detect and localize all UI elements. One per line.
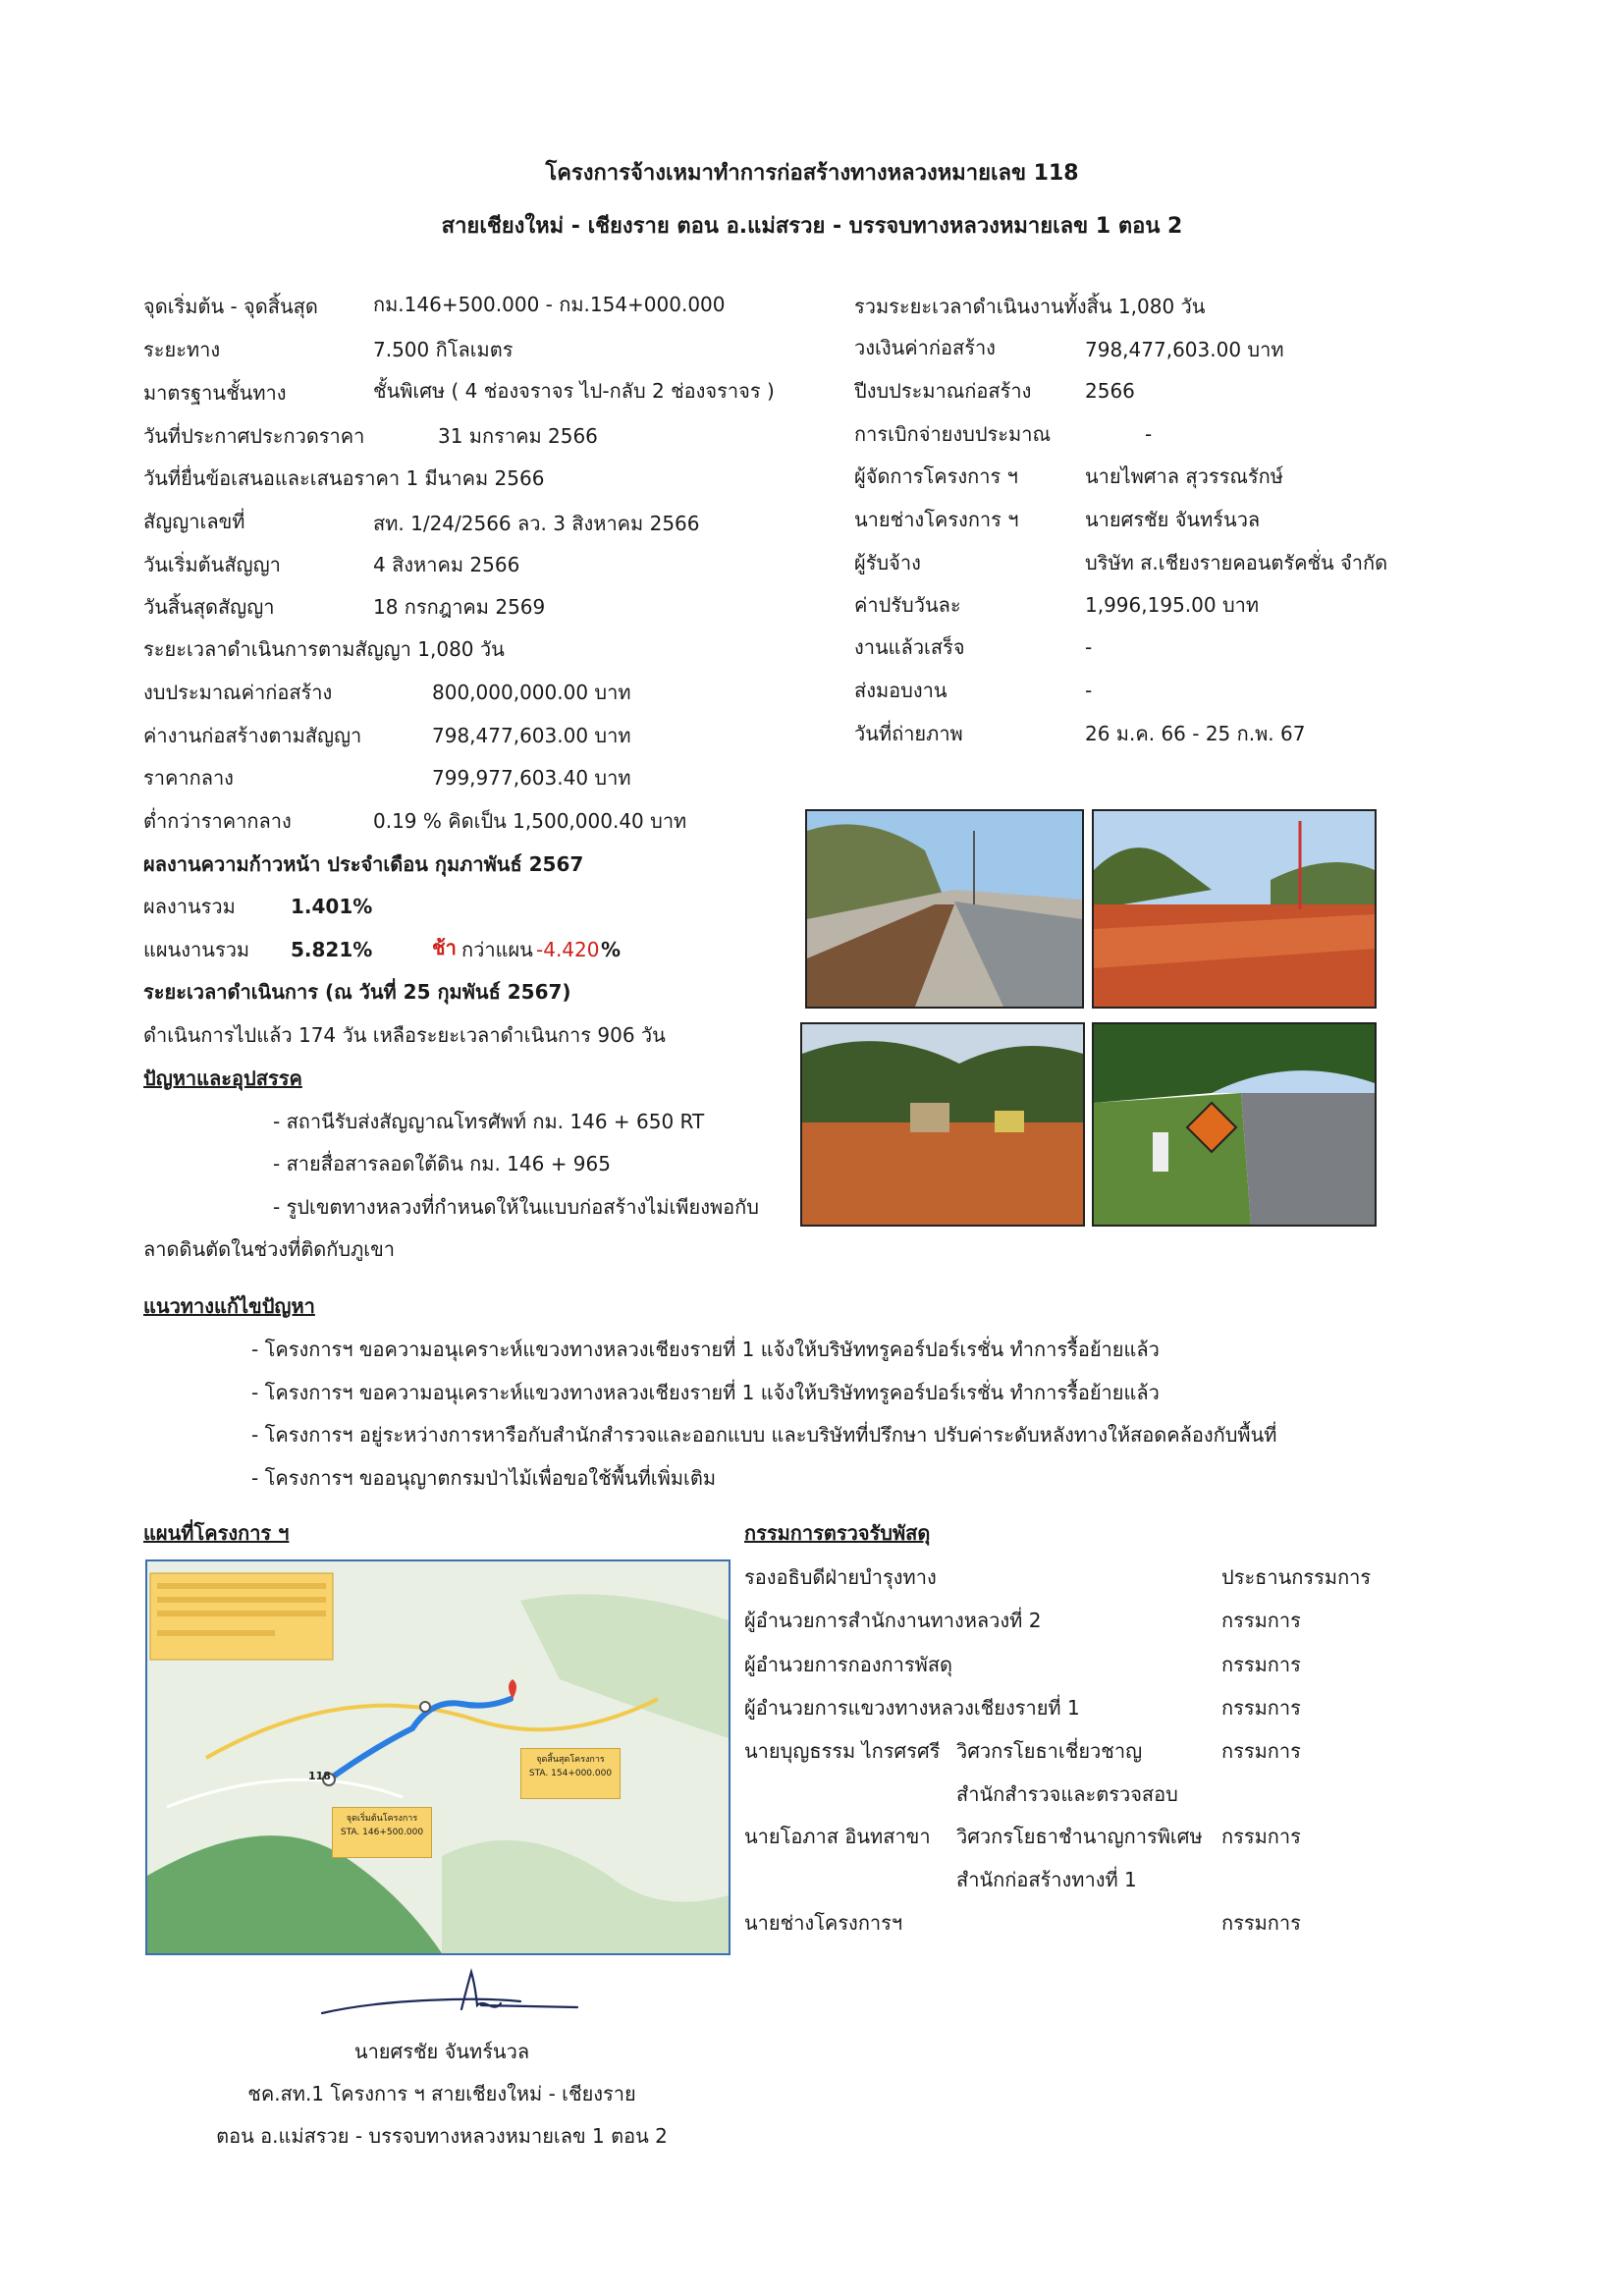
- map-end-sta: STA. 154+000.000: [528, 1769, 613, 1778]
- info-label-completed: งานแล้วเสร็จ: [854, 635, 965, 659]
- info-label-photo-date: วันที่ถ่ายภาพ: [854, 722, 963, 745]
- site-photo-3-image: [802, 1024, 1083, 1225]
- committee-member-name: รองอธิบดีฝ่ายบำรุงทาง: [744, 1565, 937, 1589]
- info-label-handover: ส่งมอบงาน: [854, 679, 947, 702]
- info-value-median-price: 799,977,603.40 บาท: [432, 766, 631, 790]
- info-value-daily-fine: 1,996,195.00 บาท: [1085, 593, 1260, 617]
- project-map[interactable]: [145, 1559, 731, 1955]
- problem-item: - สถานีรับส่งสัญญาณโทรศัพท์ กม. 146 + 650 RT: [273, 1110, 705, 1133]
- committee-member-role: กรรมการ: [1221, 1911, 1301, 1935]
- signature-title-line1: ชค.สท.1 โครงการ ฯ สายเชียงใหม่ - เชียงราย: [247, 2082, 636, 2105]
- committee-member-position: วิศวกรโยธาเชี่ยวชาญ: [956, 1739, 1143, 1763]
- info-value-start-end: กม.146+500.000 - กม.154+000.000: [373, 293, 726, 316]
- committee-member-role: ประธานกรรมการ: [1221, 1565, 1372, 1589]
- info-value-bid-announce: 31 มกราคม 2566: [438, 424, 598, 448]
- committee-member-name: ผู้อำนวยการแขวงทางหลวงเชียงรายที่ 1: [744, 1696, 1080, 1720]
- info-value-handover: -: [1085, 679, 1093, 702]
- site-photo-4: [1092, 1022, 1377, 1227]
- info-label-construction-amount: วงเงินค่าก่อสร้าง: [854, 336, 996, 359]
- duration-text: ดำเนินการไปแล้ว 174 วัน เหลือระยะเวลาดำเนินการ 906 วัน: [143, 1023, 666, 1047]
- committee-member-role: กรรมการ: [1221, 1739, 1301, 1763]
- info-value-project-manager: นายไพศาล สุวรรณรักษ์: [1085, 465, 1283, 488]
- solution-item: - โครงการฯ ขออนุญาตกรมป่าไม้เพื่อขอใช้พื้นที่เพิ่มเติม: [251, 1466, 717, 1490]
- info-label-project-manager: ผู้จัดการโครงการ ฯ: [854, 465, 1018, 488]
- committee-member-position: สำนักก่อสร้างทางที่ 1: [956, 1868, 1137, 1891]
- info-value-contract-value: 798,477,603.00 บาท: [432, 724, 631, 747]
- progress-late-text: กว่าแผน: [461, 938, 533, 961]
- progress-actual-label: ผลงานรวม: [143, 895, 236, 918]
- document-title-line1: โครงการจ้างเหมาทำการก่อสร้างทางหลวงหมายเลข 118: [545, 161, 1079, 186]
- map-end-callout: [520, 1748, 621, 1799]
- solutions-heading: แนวทางแก้ไขปัญหา: [143, 1294, 315, 1318]
- committee-member-name: ผู้อำนวยการกองการพัสดุ: [744, 1653, 953, 1676]
- committee-member-role: กรรมการ: [1221, 1653, 1301, 1676]
- info-value-budget: 800,000,000.00 บาท: [432, 681, 631, 704]
- handwritten-signature: [314, 1966, 589, 2025]
- info-value-standard: ชั้นพิเศษ ( 4 ช่องจราจร ไป-กลับ 2 ช่องจราจร ): [373, 379, 775, 403]
- problem-item: - สายสื่อสารลอดใต้ดิน กม. 146 + 965: [273, 1152, 611, 1175]
- progress-late-unit: %: [601, 938, 622, 961]
- problems-heading: ปัญหาและอุปสรรค: [143, 1066, 302, 1090]
- site-photo-4-image: [1094, 1024, 1375, 1225]
- duration-heading: ระยะเวลาดำเนินการ (ณ วันที่ 25 กุมพันธ์ 2567): [143, 980, 571, 1004]
- committee-heading: กรรมการตรวจรับพัสดุ: [744, 1521, 931, 1545]
- committee-member-name: ผู้อำนวยการสำนักงานทางหลวงที่ 2: [744, 1609, 1042, 1632]
- site-photo-2-image: [1094, 811, 1375, 1007]
- info-label-disbursement: การเบิกจ่ายงบประมาณ: [854, 422, 1051, 446]
- info-label-project-engineer: นายช่างโครงการ ฯ: [854, 508, 1019, 531]
- map-heading: แผนที่โครงการ ฯ: [143, 1521, 290, 1545]
- info-label-bid-announce: วันที่ประกาศประกวดราคา: [143, 424, 365, 448]
- info-label-contract-end: วันสิ้นสุดสัญญา: [143, 595, 275, 619]
- project-map-image: [147, 1561, 729, 1953]
- info-label-standard: มาตรฐานชั้นทาง: [143, 381, 287, 405]
- map-route-number: 118: [308, 1770, 331, 1782]
- info-label-contract-value: ค่างานก่อสร้างตามสัญญา: [143, 724, 362, 747]
- map-start-label: จุดเริ่มต้นโครงการ: [346, 1814, 418, 1824]
- committee-member-role: กรรมการ: [1221, 1696, 1301, 1720]
- map-end-label: จุดสิ้นสุดโครงการ: [536, 1755, 605, 1765]
- info-value-construction-amount: 798,477,603.00 บาท: [1085, 338, 1284, 361]
- info-value-contractor: บริษัท ส.เชียงรายคอนตรัคชั่น จำกัด: [1085, 551, 1388, 574]
- info-value-completed: -: [1085, 635, 1093, 659]
- info-label-start-end: จุดเริ่มต้น - จุดสิ้นสุด: [143, 295, 318, 318]
- solution-item: - โครงการฯ ขอความอนุเคราะห์แขวงทางหลวงเชียงรายที่ 1 แจ้งให้บริษัททรูคอร์ปอร์เรชั่น ทำการรื้อย้ายแล้ว: [251, 1381, 1160, 1404]
- committee-member-name: นายบุญธรรม ไกรศรศรี: [744, 1739, 941, 1763]
- problem-item-continuation: ลาดดินตัดในช่วงที่ติดกับภูเขา: [143, 1237, 396, 1261]
- progress-plan-label: แผนงานรวม: [143, 938, 250, 961]
- info-label-contract-start: วันเริ่มต้นสัญญา: [143, 553, 281, 576]
- info-value-contract-end: 18 กรกฎาคม 2569: [373, 595, 546, 619]
- info-label-fiscal-year: ปีงบประมาณก่อสร้าง: [854, 379, 1032, 403]
- info-label-daily-fine: ค่าปรับวันละ: [854, 593, 961, 617]
- solution-item: - โครงการฯ อยู่ระหว่างการหารือกับสำนักสำรวจและออกแบบ และบริษัทที่ปรึกษา ปรับค่าระดับหลังทางให้สอดคล้องกับพื้นที่: [251, 1423, 1277, 1447]
- info-value-photo-date: 26 ม.ค. 66 - 25 ก.พ. 67: [1085, 722, 1306, 745]
- solution-item: - โครงการฯ ขอความอนุเคราะห์แขวงทางหลวงเชียงรายที่ 1 แจ้งให้บริษัททรูคอร์ปอร์เรชั่น ทำการรื้อย้ายแล้ว: [251, 1338, 1160, 1361]
- committee-member-position: สำนักสำรวจและตรวจสอบ: [956, 1782, 1178, 1806]
- problem-item: - รูปเขตทางหลวงที่กำหนดให้ในแบบก่อสร้างไม่เพียงพอกับ: [273, 1195, 759, 1219]
- signature-title-line2: ตอน อ.แม่สรวย - บรรจบทางหลวงหมายเลข 1 ตอน 2: [216, 2124, 668, 2148]
- info-value-contract-start: 4 สิงหาคม 2566: [373, 553, 520, 576]
- site-photo-1: [805, 809, 1084, 1009]
- info-value-distance: 7.500 กิโลเมตร: [373, 338, 514, 361]
- info-label-below-median: ต่ำกว่าราคากลาง: [143, 809, 292, 833]
- info-value-contract-no: สท. 1/24/2566 ลว. 3 สิงหาคม 2566: [373, 512, 700, 535]
- info-label-median-price: ราคากลาง: [143, 766, 234, 790]
- info-value-fiscal-year: 2566: [1085, 379, 1135, 403]
- info-value-project-engineer: นายศรชัย จันทร์นวล: [1085, 508, 1261, 531]
- site-photo-1-image: [807, 811, 1082, 1007]
- info-label-total-duration: รวมระยะเวลาดำเนินงานทั้งสิ้น 1,080 วัน: [854, 295, 1206, 318]
- progress-late-value: -4.420: [536, 938, 600, 961]
- info-label-bid-submit: วันที่ยื่นข้อเสนอและเสนอราคา 1 มีนาคม 2566: [143, 466, 545, 490]
- info-value-disbursement: -: [1145, 422, 1153, 446]
- site-photo-3: [800, 1022, 1085, 1227]
- committee-member-position: วิศวกรโยธาชำนาญการพิเศษ: [956, 1825, 1203, 1848]
- info-label-contractor: ผู้รับจ้าง: [854, 551, 921, 574]
- map-start-sta: STA. 146+500.000: [340, 1828, 424, 1837]
- committee-member-role: กรรมการ: [1221, 1825, 1301, 1848]
- document-title-line2: สายเชียงใหม่ - เชียงราย ตอน อ.แม่สรวย - บรรจบทางหลวงหมายเลข 1 ตอน 2: [441, 214, 1183, 239]
- committee-member-name: นายช่างโครงการฯ: [744, 1911, 903, 1935]
- progress-late-label: ช้า: [432, 936, 457, 959]
- committee-member-role: กรรมการ: [1221, 1609, 1301, 1632]
- progress-actual-value: 1.401%: [291, 895, 373, 918]
- site-photo-2: [1092, 809, 1377, 1009]
- progress-plan-value: 5.821%: [291, 938, 373, 961]
- signature-name: นายศรชัย จันทร์นวล: [353, 2040, 530, 2063]
- info-label-budget: งบประมาณค่าก่อสร้าง: [143, 681, 333, 704]
- info-label-contract-duration: ระยะเวลาดำเนินการตามสัญญา 1,080 วัน: [143, 637, 505, 661]
- info-label-contract-no: สัญญาเลขที่: [143, 510, 245, 533]
- progress-heading: ผลงานความก้าวหน้า ประจำเดือน กุมภาพันธ์ 2567: [143, 852, 584, 876]
- committee-member-name: นายโอภาส อินทสาขา: [744, 1825, 931, 1848]
- info-label-distance: ระยะทาง: [143, 338, 221, 361]
- info-value-below-median: 0.19 % คิดเป็น 1,500,000.40 บาท: [373, 809, 687, 833]
- map-start-callout: [332, 1807, 432, 1858]
